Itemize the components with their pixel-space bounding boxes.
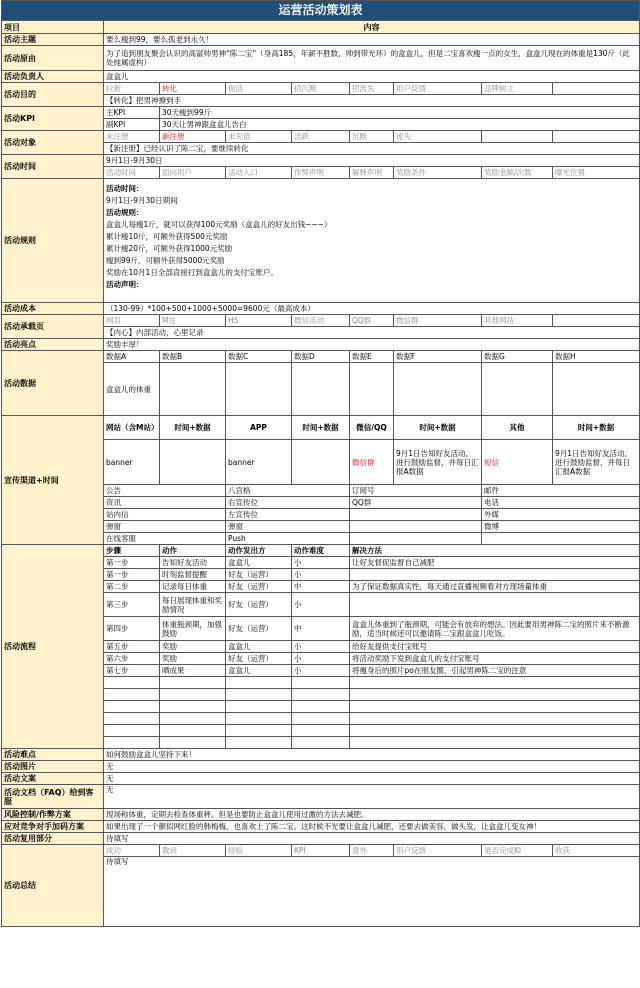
table-row <box>2 545 640 557</box>
channel-header: 时间+数据 <box>553 416 640 440</box>
flow-cell: 让好友督促监督自己减肥 <box>350 557 640 569</box>
summary-option: 意外 <box>350 845 394 857</box>
flow-cell <box>292 713 350 725</box>
summary-note: 待填写 <box>104 857 640 927</box>
summary-option: 教训 <box>160 845 226 857</box>
data-value <box>350 363 394 416</box>
flow-cell: 第六步 <box>104 653 160 665</box>
flow-cell: 中 <box>292 617 350 641</box>
kpi-value: 30天让男神跟盒盒儿告白 <box>160 119 640 131</box>
carrier-option: 网页 <box>104 315 160 327</box>
table-row <box>2 34 640 46</box>
flow-cell: 第七步 <box>104 665 160 677</box>
flow-cell <box>104 689 160 701</box>
rules-line: 活动规则： <box>106 208 144 217</box>
competitor-text: 如果出现了一个颜似网红脸的韩梅梅，也喜欢上了陈二宝。这时候不光要让盒盒儿减肥，还要去做美容，做头发，让盒盒儿变女神！ <box>104 821 640 833</box>
flow-cell: 第三步 <box>104 593 160 617</box>
kpi-key: 副KPI <box>104 119 160 131</box>
row-label: 活动主题 <box>2 34 104 46</box>
target-note: 【新注册】已经认识了陈二宝，要继续转化 <box>104 143 640 155</box>
flow-cell <box>350 677 640 689</box>
flow-cell <box>350 725 640 737</box>
flow-cell: 奖励 <box>160 653 226 665</box>
flow-cell <box>104 737 160 749</box>
table-row <box>2 1 640 21</box>
purpose-option: 品牌树立 <box>482 83 553 95</box>
data-value <box>553 363 640 416</box>
channel-cell: 9月1日告知好友活动，进行鼓励监督，并每日汇报A数据 <box>394 440 482 485</box>
channel-cell <box>350 521 482 533</box>
rules-line: 瘦到99斤，可额外获得5000元奖励 <box>106 256 225 265</box>
flow-cell <box>160 725 226 737</box>
channel-cell: 短信 <box>482 440 553 485</box>
channel-cell: 站内信 <box>104 509 226 521</box>
flow-cell <box>350 593 640 617</box>
row-label: 活动数据 <box>2 351 104 416</box>
time-option: 解释声明 <box>350 167 394 179</box>
time-option: 活动时间 <box>104 167 160 179</box>
flow-cell: 中 <box>292 581 350 593</box>
flow-cell: 好友（运营） <box>226 569 292 581</box>
flow-cell: 盒盒儿 <box>226 641 292 653</box>
purpose-option: 转化 <box>160 83 226 95</box>
flow-cell <box>350 701 640 713</box>
channel-cell: 电话 <box>482 497 640 509</box>
flow-header: 动作难度 <box>292 545 350 557</box>
summary-option: 用户反馈 <box>394 845 482 857</box>
flow-cell: 将活动奖励下发到盒盒儿的支付宝账号 <box>350 653 640 665</box>
flow-cell: 第一步 <box>104 557 160 569</box>
flow-cell <box>226 689 292 701</box>
flow-cell <box>350 713 640 725</box>
rules-line: 盒盒儿每瘦1斤，就可以获得100元奖励（盒盒儿的好友出钱~~~） <box>106 220 332 229</box>
channel-header: 时间+数据 <box>394 416 482 440</box>
flow-cell <box>160 677 226 689</box>
carrier-option: 其他网站 <box>482 315 553 327</box>
row-label: 风险控制/作弊方案 <box>2 809 104 821</box>
table-row <box>2 131 640 143</box>
flow-cell: 小 <box>292 593 350 617</box>
flow-cell: 小 <box>292 569 350 581</box>
flow-cell: 好友（运营） <box>226 593 292 617</box>
flow-header: 解决方法 <box>350 545 640 557</box>
flow-cell: 时刻监督提醒 <box>160 569 226 581</box>
row-label: 活动时间 <box>2 155 104 179</box>
row-label: 活动KPI <box>2 107 104 131</box>
data-value <box>226 363 292 416</box>
data-header: 数据F <box>394 351 482 363</box>
flow-cell <box>226 701 292 713</box>
faq-text: 无 <box>104 785 640 809</box>
flow-cell: 将瘦身后的照片po在朋友圈，引起男神陈二宝的注意 <box>350 665 640 677</box>
time-option: 曝光位置 <box>553 167 640 179</box>
channel-header: 时间+数据 <box>160 416 226 440</box>
flow-cell <box>104 701 160 713</box>
channel-cell: 订阅号 <box>350 485 482 497</box>
channel-cell: QQ群 <box>350 497 482 509</box>
cost-text: （130-99）*100+500+1000+5000=9600元（最高成本） <box>104 303 640 315</box>
table-row <box>2 749 640 761</box>
row-label: 活动流程 <box>2 545 104 749</box>
flow-cell <box>160 713 226 725</box>
table-row <box>2 107 640 119</box>
channel-header: 网站（含M站） <box>104 416 160 440</box>
flow-header: 动作 <box>160 545 226 557</box>
channel-header: 时间+数据 <box>292 416 350 440</box>
flow-cell: 盒盒儿 <box>226 665 292 677</box>
row-label: 活动负责人 <box>2 71 104 83</box>
theme-text: 要么瘦到99，要么孤老到永久！ <box>104 34 640 46</box>
summary-option: 成功 <box>104 845 160 857</box>
flow-cell: 每日展现体重和奖励情况 <box>160 593 226 617</box>
table-row <box>2 155 640 167</box>
channel-cell <box>350 533 482 545</box>
flow-cell <box>350 737 640 749</box>
channel-cell: 弹窗 <box>226 521 350 533</box>
flow-cell <box>292 677 350 689</box>
kpi-value: 30天瘦到99斤 <box>160 107 640 119</box>
target-option: 未注册 <box>104 131 160 143</box>
flow-cell: 奖励 <box>160 641 226 653</box>
row-label: 宣传渠道+时间 <box>2 416 104 545</box>
target-option: 活跃 <box>292 131 350 143</box>
rules-line: 活动声明： <box>106 280 144 289</box>
channel-cell: banner <box>104 440 160 485</box>
flow-cell: 好友（运营） <box>226 617 292 641</box>
data-value: 盒盒儿的体重 <box>104 363 160 416</box>
flow-cell <box>104 725 160 737</box>
channel-cell: 资讯 <box>104 497 226 509</box>
risk-text: 现场称体重，定期去检查体重秤。但是也要防止盒盒儿使用过激的方法去减肥。 <box>104 809 640 821</box>
purpose-option: 促活 <box>226 83 292 95</box>
carrier-note: 【内心】内部活动，心里记录 <box>104 327 640 339</box>
row-label: 活动图片 <box>2 761 104 773</box>
row-label: 活动成本 <box>2 303 104 315</box>
flow-cell: 小 <box>292 653 350 665</box>
carrier-option: M站 <box>160 315 226 327</box>
table-row <box>2 46 640 71</box>
data-header: 数据B <box>160 351 226 363</box>
carrier-option <box>553 315 640 327</box>
target-option <box>482 131 553 143</box>
purpose-option: 拉新 <box>104 83 160 95</box>
header-item: 项目 <box>2 21 104 34</box>
data-value <box>160 363 226 416</box>
data-header: 数据G <box>482 351 553 363</box>
channel-cell <box>160 440 226 485</box>
channel-cell: 弹窗 <box>104 521 226 533</box>
purpose-option: 招流失 <box>350 83 394 95</box>
carrier-option: QQ群 <box>350 315 394 327</box>
data-value <box>482 363 553 416</box>
row-label: 活动承载页 <box>2 315 104 339</box>
flow-cell: 第一步 <box>104 569 160 581</box>
rules-line: 活动时间： <box>106 184 144 193</box>
table-row <box>2 416 640 440</box>
time-value: 9月1日-9月30日 <box>104 155 640 167</box>
table-row <box>2 761 640 773</box>
row-label: 活动复用部分 <box>2 833 104 845</box>
summary-option: 收获 <box>553 845 640 857</box>
rules-line: 累计瘦20斤，可额外获得1000元奖励 <box>106 244 233 253</box>
flow-cell <box>226 725 292 737</box>
flow-cell <box>226 677 292 689</box>
flow-cell <box>104 713 160 725</box>
channel-cell: Push <box>226 533 350 545</box>
flow-cell <box>292 725 350 737</box>
flow-cell: 好友（运营） <box>226 653 292 665</box>
table-row <box>2 179 640 303</box>
flow-cell <box>292 701 350 713</box>
purpose-option: 招沉默 <box>292 83 350 95</box>
channel-header: APP <box>226 416 292 440</box>
channel-cell: 右宣传位 <box>226 497 350 509</box>
flow-cell: 为了保证数据真实性，每天通过直播视频看对方现场量体重 <box>350 581 640 593</box>
channel-cell: 9月1日告知好友活动，进行鼓励监督，并每日汇报A数据 <box>553 440 640 485</box>
flow-cell: 晒成果 <box>160 665 226 677</box>
flow-cell <box>226 713 292 725</box>
flow-cell <box>292 689 350 701</box>
channel-cell <box>350 509 482 521</box>
summary-option: 经验 <box>226 845 292 857</box>
target-option: 沉默 <box>350 131 394 143</box>
target-option: 新注册 <box>160 131 226 143</box>
flow-cell: 体重瓶颈期，加强鼓励 <box>160 617 226 641</box>
channel-cell: 外媒 <box>482 509 640 521</box>
time-option: 面向用户 <box>160 167 226 179</box>
flow-cell <box>292 737 350 749</box>
flow-cell: 小 <box>292 641 350 653</box>
flow-cell: 第二步 <box>104 581 160 593</box>
table-row <box>2 773 640 785</box>
kpi-key: 主KPI <box>104 107 160 119</box>
flow-header: 步骤 <box>104 545 160 557</box>
time-option: 活动入口 <box>226 167 292 179</box>
flow-cell: 好友（运营） <box>226 581 292 593</box>
row-label: 活动文案 <box>2 773 104 785</box>
flow-cell <box>104 677 160 689</box>
channel-cell: 微博 <box>482 521 640 533</box>
flow-cell: 小 <box>292 557 350 569</box>
flow-cell: 第五步 <box>104 641 160 653</box>
row-label: 活动亮点 <box>2 339 104 351</box>
row-label: 活动文档（FAQ）给到客服 <box>2 785 104 809</box>
table-row <box>2 785 640 809</box>
difficulty-text: 如何鼓励盒盒儿坚持下来！ <box>104 749 640 761</box>
data-header: 数据H <box>553 351 640 363</box>
summary-option: KPI <box>292 845 350 857</box>
target-option: 未充值 <box>226 131 292 143</box>
table-row <box>2 21 640 34</box>
purpose-option: 用户反馈 <box>394 83 482 95</box>
data-value <box>292 363 350 416</box>
target-option <box>553 131 640 143</box>
row-label: 活动难点 <box>2 749 104 761</box>
rules-line: 累计瘦10斤，可额外获得500元奖励 <box>106 232 228 241</box>
carrier-option: H5 <box>226 315 292 327</box>
channel-header: 微信/QQ <box>350 416 394 440</box>
table-row <box>2 845 640 857</box>
time-option: 作弊声明 <box>292 167 350 179</box>
data-header: 数据E <box>350 351 394 363</box>
images-text: 无 <box>104 761 640 773</box>
flow-cell <box>160 737 226 749</box>
flow-cell <box>350 689 640 701</box>
channel-cell: 在线客服 <box>104 533 226 545</box>
purpose-note: 【转化】把男神撩到手 <box>104 95 640 107</box>
channel-header: 其他 <box>482 416 553 440</box>
flow-cell <box>160 689 226 701</box>
table-row <box>2 303 640 315</box>
table-row <box>2 83 640 95</box>
purpose-option <box>553 83 640 95</box>
owner-text: 盒盒儿 <box>104 71 640 83</box>
channel-cell <box>292 440 350 485</box>
channel-cell: 邮件 <box>482 485 640 497</box>
reuse-text: 待填写 <box>104 833 640 845</box>
flow-cell: 告知好友活动 <box>160 557 226 569</box>
header-content: 内容 <box>104 21 640 34</box>
data-header: 数据A <box>104 351 160 363</box>
copy-text: 无 <box>104 773 640 785</box>
flow-cell: 第四步 <box>104 617 160 641</box>
reason-text: 为了追到朋友聚会认识的高富帅男神“陈二宝”（身高185，年薪不胜数，帅到带光环）的盒盒儿，但是二宝喜欢瘦一点的女生，盒盒儿现在的体重是130斤（此处纯属虚构） <box>104 46 640 71</box>
flow-header: 动作发出方 <box>226 545 292 557</box>
flow-cell: 记录每日体重 <box>160 581 226 593</box>
flow-cell <box>160 701 226 713</box>
flow-cell <box>350 569 640 581</box>
table-row <box>2 809 640 821</box>
time-option: 奖励金额/次数 <box>482 167 553 179</box>
time-option: 奖励条件 <box>394 167 482 179</box>
channel-cell: 公告 <box>104 485 226 497</box>
data-header: 数据C <box>226 351 292 363</box>
table-row <box>2 71 640 83</box>
row-label: 活动总结 <box>2 845 104 927</box>
data-header: 数据D <box>292 351 350 363</box>
rules-text <box>104 179 640 303</box>
carrier-option: 微信活动 <box>292 315 350 327</box>
table-row <box>2 339 640 351</box>
table-row <box>2 821 640 833</box>
channel-cell: 微信群 <box>350 440 394 485</box>
channel-cell <box>482 533 640 545</box>
flow-cell: 盒盒儿 <box>226 557 292 569</box>
data-value <box>394 363 482 416</box>
flow-cell: 给好友提供支付宝账号 <box>350 641 640 653</box>
row-label: 活动原由 <box>2 46 104 71</box>
row-label: 活动对象 <box>2 131 104 155</box>
activity-plan-table <box>1 0 640 927</box>
row-label: 活动目的 <box>2 83 104 107</box>
channel-cell: 八宫格 <box>226 485 350 497</box>
flow-cell <box>226 737 292 749</box>
target-option: 流失 <box>394 131 482 143</box>
rules-line: 奖励在10月1日全部直接打到盒盒儿的支付宝账户。 <box>106 268 278 277</box>
table-row <box>2 833 640 845</box>
channel-cell: banner <box>226 440 292 485</box>
highlight-text: 奖励丰厚！ <box>104 339 640 351</box>
channel-cell: 左宣传位 <box>226 509 350 521</box>
rules-line: 9月1日-9月30日期间 <box>106 196 178 205</box>
carrier-option: 微信群 <box>394 315 482 327</box>
flow-cell: 小 <box>292 665 350 677</box>
row-label: 活动规则 <box>2 179 104 303</box>
flow-cell: 盒盒儿体重到了瓶颈期，可能会有放弃的想法。因此要用男神陈二宝的照片来不断激励，适当时候还可以邀请陈二宝跟盒盒儿吃饭。 <box>350 617 640 641</box>
row-label: 应对竞争对手加码方案 <box>2 821 104 833</box>
table-row <box>2 315 640 327</box>
summary-option: 是否完成KI <box>482 845 553 857</box>
page-title: 运营活动策划表 <box>2 1 640 21</box>
table-row <box>2 351 640 363</box>
